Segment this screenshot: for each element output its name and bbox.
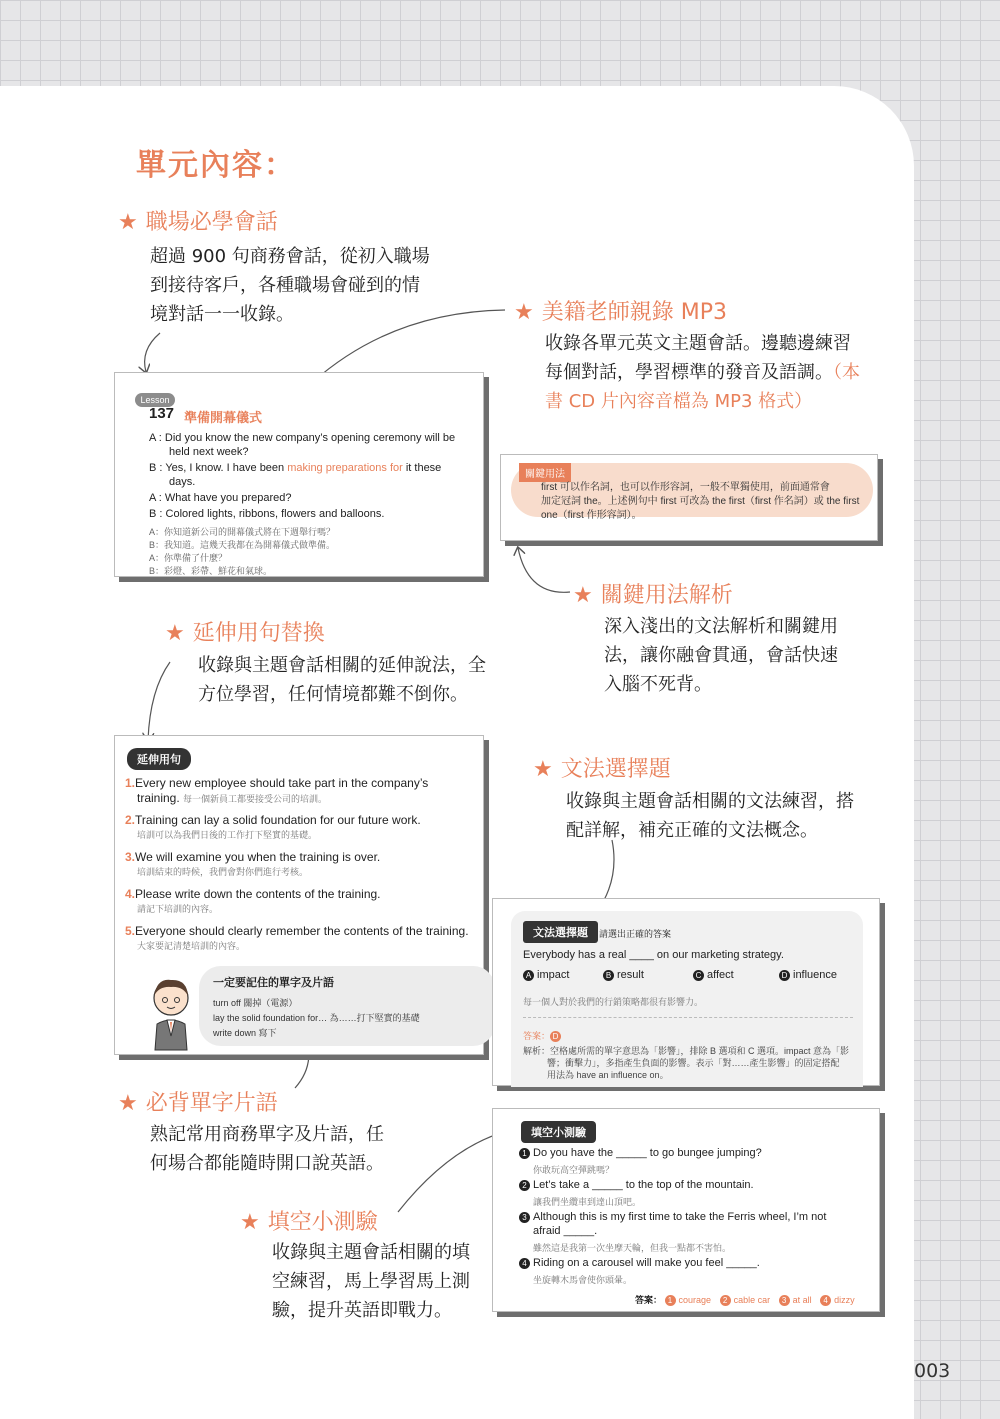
star-icon: ★ [514, 300, 534, 325]
quiz-zh: 雖然這是我第一次坐摩天輪，但我一點都不害怕。 [533, 1243, 732, 1253]
grammar-card [492, 898, 880, 1086]
translation-line: A：你準備了什麼？ [149, 553, 228, 563]
heading-workplace: ★ 職場必學會話 [118, 210, 278, 235]
star-icon: ★ [240, 1210, 260, 1235]
heading-vocab: ★ 必背單字片語 [118, 1091, 278, 1116]
vocab-bubble [199, 966, 495, 1046]
quiz-item: 1 Do you have the _____ to go bungee jumping? [519, 1147, 762, 1159]
translation-line: A：你知道新公司的開幕儀式將在下週舉行嗎？ [149, 527, 336, 537]
quiz-item: 2 Let’s take a _____ to the top of the mountain. [519, 1179, 754, 1191]
heading-quiz: ★ 填空小測驗 [240, 1210, 378, 1235]
heading-grammar: ★ 文法選擇題 [533, 757, 671, 782]
extension-item: 4.Please write down the contents of the training. [125, 887, 381, 901]
lesson-badge: Lesson [135, 393, 175, 407]
heading-extension: ★ 延伸用句替換 [165, 621, 325, 646]
grammar-option: B result [603, 969, 644, 981]
quiz-item-cont: afraid _____. [533, 1225, 598, 1237]
desc-extension: 收錄與主題會話相關的延伸說法，全 方位學習，任何情境都難不倒你。 [198, 655, 486, 705]
grammar-instruction: 請選出正確的答案 [599, 929, 672, 939]
extension-label: 延伸用句 [127, 748, 191, 770]
desc-mp3: 收錄各單元英文主題會話。邊聽邊練習 每個對話，學習標準的發音及語調。（本 書 CD 片內容音檔為 MP3 格式） [545, 333, 860, 412]
heading-mp3: ★ 美籍老師親錄 MP3 [514, 300, 727, 325]
page-number: 003 [914, 1360, 951, 1382]
extension-item: training. 每一個新員工都要接受公司的培訓。 [137, 791, 328, 805]
star-icon: ★ [165, 621, 185, 646]
desc-workplace: 超過 900 句商務會話，從初入職場 到接待客戶，各種職場會碰到的情 境對話一一收錄。 [150, 246, 430, 325]
extension-item: 1.Every new employee should take part in the company’s [125, 776, 429, 790]
keyword-bubble [511, 463, 873, 521]
grammar-option: C affect [693, 969, 734, 981]
extension-item: 5.Everyone should clearly remember the contents of the training. [125, 924, 469, 938]
dialog-line: held next week? [169, 446, 249, 458]
lesson-title: 準備開幕儀式 [184, 410, 263, 425]
star-icon: ★ [573, 583, 593, 608]
vocab-line: turn off 關掉（電源） [213, 998, 298, 1008]
grammar-option: D influence [779, 969, 837, 981]
keyword-tag: 關鍵用法 [519, 463, 571, 482]
quiz-card [492, 1108, 880, 1312]
extension-zh: 大家要記清楚培訓的內容。 [137, 941, 246, 951]
star-icon: ★ [118, 210, 138, 235]
quiz-zh: 坐旋轉木馬會使你頭暈。 [533, 1275, 633, 1285]
vocab-title: 一定要記住的單字及片語 [213, 977, 334, 989]
dialog-line: days. [169, 476, 196, 488]
grammar-label: 文法選擇題 [523, 921, 598, 943]
quiz-item: 3 Although this is my first time to take the Ferris wheel, I’m not [519, 1211, 826, 1223]
page-title: 單元內容： [136, 148, 296, 183]
quiz-zh: 讓我們坐纜車到達山頂吧。 [533, 1197, 642, 1207]
extension-card [114, 735, 484, 1055]
star-icon: ★ [118, 1091, 138, 1116]
grammar-question: Everybody has a real ____ on our marketing strategy. [523, 949, 784, 961]
divider [523, 1017, 853, 1018]
keyword-text: first 可以作名詞，也可以作形容詞，一般不單獨使用，前面通常會 加定冠詞 the。上述例句中 first 可改為 the first（first 作名詞）或 the first one（first 作形容詞）。 [541, 482, 860, 521]
extension-item: 3.We will examine you when the training is over. [125, 850, 381, 864]
keyword-card [500, 454, 878, 541]
desc-vocab: 熟記常用商務單字及片語，任 何場合都能隨時開口說英語。 [150, 1124, 384, 1174]
quiz-item: 4 Riding on a carousel will make you feel _____. [519, 1257, 760, 1269]
dialog-line: B : Yes, I know. I have been making preparations for it these [149, 462, 442, 474]
translation-line: B：彩燈、彩帶、鮮花和氣球。 [149, 566, 273, 576]
dialog-line: A : Did you know the new company’s opening ceremony will be [149, 432, 456, 444]
extension-zh: 培訓可以為我們日後的工作打下堅實的基礎。 [137, 830, 318, 840]
star-icon: ★ [533, 757, 553, 782]
vocab-line: lay the solid foundation for… 為……打下堅實的基礎 [213, 1013, 420, 1023]
dialog-line: A : What have you prepared? [149, 492, 292, 504]
lesson-number: 137 [149, 405, 175, 422]
grammar-analysis: 解析：空格處所需的單字意思為「影響」，排除 B 選項和 C 選項。impact 意為「影 響；衝擊力」，多指產生負面的影響。表示「對……產生影響」的固定搭配 用法為 have an influence on。 [523, 1046, 850, 1080]
desc-grammar: 收錄與主題會話相關的文法練習，搭 配詳解，補充正確的文法概念。 [566, 791, 854, 841]
vocab-line: write down 寫下 [213, 1028, 277, 1038]
heading-key-usage: ★ 關鍵用法解析 [573, 583, 733, 608]
grammar-translation: 每一個人對於我們的行銷策略都很有影響力。 [523, 997, 704, 1007]
desc-quiz: 收錄與主題會話相關的填 空練習，馬上學習馬上測 驗，提升英語即戰力。 [272, 1242, 470, 1321]
person-icon [145, 976, 197, 1052]
extension-zh: 培訓結束的時候，我們會對你們進行考核。 [137, 867, 309, 877]
desc-key-usage: 深入淺出的文法解析和關鍵用 法，讓你融會貫通，會話快速 入腦不死背。 [604, 616, 838, 695]
quiz-zh: 你敢玩高空彈跳嗎？ [533, 1165, 615, 1175]
translation-line: B：我知道。這幾天我都在為開幕儀式做準備。 [149, 540, 336, 550]
grammar-answer: 答案： D [523, 1029, 564, 1042]
extension-item: 2.Training can lay a solid foundation for our future work. [125, 813, 421, 827]
grammar-option: A impact [523, 969, 569, 981]
quiz-label: 填空小測驗 [521, 1121, 596, 1143]
extension-zh: 請記下培訓的內容。 [137, 904, 219, 914]
dialog-line: B : Colored lights, ribbons, flowers and balloons. [149, 508, 385, 520]
lesson-card [114, 372, 484, 577]
quiz-answers: 答案： 1 courage 2 cable car 3 at all 4 dizzy [635, 1295, 855, 1305]
